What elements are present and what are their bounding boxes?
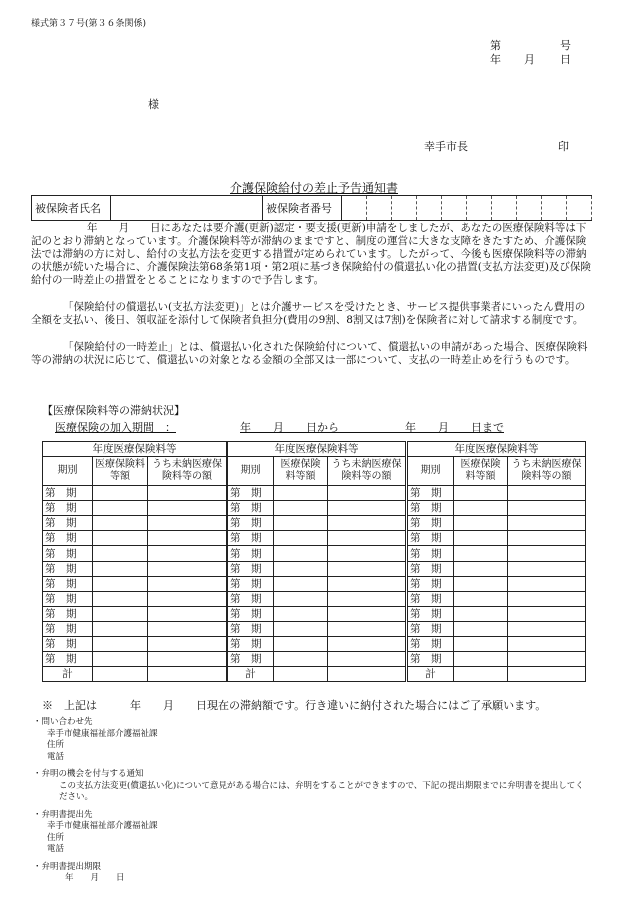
- period-cell: 第 期: [43, 486, 93, 501]
- amount-cell: [454, 576, 508, 591]
- amount-cell: [93, 546, 148, 561]
- amount-cell: [274, 486, 328, 501]
- table-row: [408, 531, 586, 546]
- period-cell: 第 期: [43, 531, 93, 546]
- insured-number-digit: [517, 196, 542, 221]
- body-paragraph-1: 年 月 日にあなたは要介護(更新)認定・要支援(更新)申請をしましたが、あなたの医療保険料等は下記のとおり滞納となっています。介護保険料等が滞納のままですと、制度の運営に大きな支障をきたすため、介護保険法では滞納の方に対し、給付の支払方法を変更する措置が定められています。したがって、今後も医療保険料等の滞納の状態が続いた場合に、介護保険法第68条第1項・第2項に基づき保険給付の償還払い化の措置(支払方法変更)及び保険給付の一時差止の措置をとることになりますので予告します。: [31, 222, 591, 286]
- unpaid-cell: [328, 531, 406, 546]
- period-cell: 第 期: [43, 546, 93, 561]
- period-cell: 第 期: [228, 546, 274, 561]
- unpaid-cell: [508, 486, 586, 501]
- period-cell: 第 期: [408, 652, 454, 667]
- unpaid-cell: [328, 621, 406, 636]
- unpaid-cell: [508, 531, 586, 546]
- unpaid-cell: [328, 576, 406, 591]
- insured-number-digit: [442, 196, 467, 221]
- period-column-header: 期別: [228, 457, 274, 486]
- amount-cell: [274, 576, 328, 591]
- unpaid-cell: [148, 531, 227, 546]
- total-amount-cell: [454, 667, 508, 682]
- unpaid-cell: [148, 606, 227, 621]
- table-row: [408, 591, 586, 606]
- insured-number-digit: [542, 196, 567, 221]
- arrears-table: [407, 441, 586, 682]
- inquiry-address-label: 住所: [47, 740, 65, 750]
- insured-name-label: 被保険者氏名: [32, 196, 111, 221]
- table-row: [43, 652, 227, 667]
- unpaid-cell: [148, 561, 227, 576]
- period-cell: 第 期: [228, 501, 274, 516]
- fiscal-year-header: 年度医療保険料等: [43, 442, 227, 457]
- period-cell: 第 期: [43, 576, 93, 591]
- unpaid-column-header: うち未納医療保険料等の額: [508, 457, 586, 486]
- table-row: [43, 486, 227, 501]
- amount-cell: [93, 652, 148, 667]
- table-row: [408, 576, 586, 591]
- insured-number-label: 被保険者番号: [263, 196, 342, 221]
- date-year: 年: [490, 53, 501, 66]
- submission-phone-label: 電話: [47, 844, 65, 854]
- amount-column-header: 医療保険料等額: [93, 457, 148, 486]
- period-cell: 第 期: [43, 516, 93, 531]
- amount-cell: [274, 606, 328, 621]
- table-row: [408, 652, 586, 667]
- table-row: [228, 561, 406, 576]
- unpaid-cell: [508, 591, 586, 606]
- page-title: 介護保険給付の差止予告通知書: [230, 181, 399, 195]
- unpaid-cell: [328, 561, 406, 576]
- unpaid-cell: [508, 516, 586, 531]
- amount-column-header: 医療保険料等額: [454, 457, 508, 486]
- table-row: [228, 531, 406, 546]
- table-row: [408, 561, 586, 576]
- insured-id-table: [31, 195, 592, 221]
- arrears-table: [42, 441, 227, 682]
- amount-cell: [454, 546, 508, 561]
- unpaid-column-header: うち未納医療保険料等の額: [148, 457, 227, 486]
- unpaid-cell: [148, 576, 227, 591]
- period-cell: 第 期: [408, 621, 454, 636]
- unpaid-cell: [148, 652, 227, 667]
- table-row: [43, 576, 227, 591]
- period-cell: 第 期: [43, 561, 93, 576]
- unpaid-cell: [328, 486, 406, 501]
- period-cell: 第 期: [43, 652, 93, 667]
- amount-cell: [93, 591, 148, 606]
- contact-notes: [33, 717, 589, 885]
- unpaid-cell: [148, 637, 227, 652]
- amount-column-header: 医療保険料等額: [274, 457, 328, 486]
- amount-cell: [454, 486, 508, 501]
- body-paragraph-3: 「保険給付の一時差止」とは、償還払い化された保険給付について、償還払いの申請があった場合、医療保険料等の滞納の状況に応じて、償還払いの対象となる金額の全部又は一部について、支払の一時差止めを行うものです。: [31, 341, 588, 366]
- table-row: [228, 516, 406, 531]
- inquiry-title: ・問い合わせ先: [33, 717, 93, 727]
- arrears-table: [227, 441, 406, 682]
- unpaid-cell: [148, 591, 227, 606]
- unpaid-cell: [328, 637, 406, 652]
- unpaid-column-header: うち未納医療保険料等の額: [328, 457, 406, 486]
- total-row: [228, 667, 406, 682]
- period-cell: 第 期: [408, 486, 454, 501]
- unpaid-cell: [148, 486, 227, 501]
- coverage-period-label: 医療保険の加入期間 ：: [55, 421, 176, 434]
- notice-text: この支払方法変更(償還払い化)について意見がある場合には、弁明をすることができますので、下記の提出期限までに弁明書を提出してください。: [59, 780, 584, 802]
- amount-cell: [274, 501, 328, 516]
- period-cell: 第 期: [408, 606, 454, 621]
- total-unpaid-cell: [508, 667, 586, 682]
- table-row: [43, 621, 227, 636]
- table-row: [408, 621, 586, 636]
- notice-title: ・弁明の機会を付与する通知: [33, 769, 144, 779]
- amount-cell: [274, 652, 328, 667]
- unpaid-cell: [328, 606, 406, 621]
- period-cell: 第 期: [43, 501, 93, 516]
- total-unpaid-cell: [148, 667, 227, 682]
- seal-mark: 印: [558, 140, 569, 153]
- period-cell: 第 期: [228, 531, 274, 546]
- period-cell: 第 期: [408, 516, 454, 531]
- period-cell: 第 期: [408, 546, 454, 561]
- unpaid-cell: [328, 591, 406, 606]
- unpaid-cell: [148, 546, 227, 561]
- table-row: [228, 501, 406, 516]
- table-row: [43, 591, 227, 606]
- amount-cell: [274, 621, 328, 636]
- amount-cell: [454, 637, 508, 652]
- table-row: [43, 637, 227, 652]
- arrears-section-title: 【医療保険料等の滞納状況】: [42, 404, 185, 417]
- unpaid-cell: [508, 606, 586, 621]
- period-cell: 第 期: [228, 606, 274, 621]
- insured-number-digit: [567, 196, 592, 221]
- amount-cell: [93, 576, 148, 591]
- unpaid-cell: [508, 576, 586, 591]
- period-cell: 第 期: [228, 637, 274, 652]
- period-cell: 第 期: [408, 576, 454, 591]
- unpaid-cell: [148, 516, 227, 531]
- amount-cell: [93, 621, 148, 636]
- unpaid-cell: [508, 621, 586, 636]
- period-cell: 第 期: [43, 637, 93, 652]
- deadline-date: 年 月 日: [65, 873, 125, 883]
- period-cell: 第 期: [228, 652, 274, 667]
- total-amount-cell: [93, 667, 148, 682]
- unpaid-cell: [148, 501, 227, 516]
- amount-cell: [274, 531, 328, 546]
- table-row: [43, 531, 227, 546]
- amount-cell: [93, 606, 148, 621]
- amount-cell: [274, 561, 328, 576]
- total-cell: 計: [228, 667, 274, 682]
- doc-number-go: 号: [560, 39, 571, 52]
- table-row: [43, 606, 227, 621]
- period-cell: 第 期: [408, 561, 454, 576]
- total-cell: 計: [408, 667, 454, 682]
- amount-cell: [93, 531, 148, 546]
- table-row: [228, 652, 406, 667]
- fiscal-year-header: 年度医療保険料等: [228, 442, 406, 457]
- doc-number-dai: 第: [490, 39, 501, 52]
- table-row: [408, 516, 586, 531]
- addressee-suffix: 様: [148, 98, 159, 111]
- amount-cell: [454, 516, 508, 531]
- amount-cell: [274, 516, 328, 531]
- total-row: [408, 667, 586, 682]
- insured-number-digit: [392, 196, 417, 221]
- insured-number-digit: [492, 196, 517, 221]
- table-row: [408, 486, 586, 501]
- period-cell: 第 期: [228, 486, 274, 501]
- table-row: [228, 621, 406, 636]
- amount-cell: [93, 561, 148, 576]
- inquiry-phone-label: 電話: [47, 751, 65, 762]
- amount-cell: [454, 591, 508, 606]
- fiscal-year-header: 年度医療保険料等: [408, 442, 586, 457]
- table-row: [408, 546, 586, 561]
- total-unpaid-cell: [328, 667, 406, 682]
- amount-cell: [454, 561, 508, 576]
- period-column-header: 期別: [43, 457, 93, 486]
- period-cell: 第 期: [228, 516, 274, 531]
- total-row: [43, 667, 227, 682]
- period-cell: 第 期: [228, 621, 274, 636]
- table-row: [43, 561, 227, 576]
- insured-number-digit: [342, 196, 367, 221]
- table-row: [228, 486, 406, 501]
- unpaid-cell: [328, 516, 406, 531]
- amount-cell: [93, 501, 148, 516]
- period-cell: 第 期: [408, 501, 454, 516]
- period-column-header: 期別: [408, 457, 454, 486]
- coverage-period-value: 年 月 日から 年 月 日まで: [240, 421, 504, 434]
- table-row: [228, 637, 406, 652]
- table-row: [228, 546, 406, 561]
- period-cell: 第 期: [43, 591, 93, 606]
- insured-number-digit: [367, 196, 392, 221]
- table-row: [43, 516, 227, 531]
- amount-cell: [454, 501, 508, 516]
- inquiry-department: 幸手市健康福祉部介護福祉課: [47, 728, 158, 739]
- period-cell: 第 期: [408, 591, 454, 606]
- amount-cell: [454, 531, 508, 546]
- issuer-name: 幸手市長: [424, 140, 468, 153]
- insured-name-field: [111, 196, 263, 221]
- table-row: [228, 591, 406, 606]
- insured-number-digit: [467, 196, 492, 221]
- insured-number-digit: [417, 196, 442, 221]
- amount-cell: [274, 546, 328, 561]
- table-row: [43, 546, 227, 561]
- table-row: [43, 501, 227, 516]
- amount-cell: [274, 591, 328, 606]
- deadline-title: ・弁明書提出期限: [33, 861, 102, 872]
- period-cell: 第 期: [43, 606, 93, 621]
- unpaid-cell: [148, 621, 227, 636]
- period-cell: 第 期: [408, 637, 454, 652]
- period-cell: 第 期: [408, 531, 454, 546]
- date-month: 月: [524, 53, 535, 66]
- period-cell: 第 期: [43, 621, 93, 636]
- unpaid-cell: [328, 501, 406, 516]
- table-row: [408, 637, 586, 652]
- amount-cell: [274, 637, 328, 652]
- body-paragraph-2: 「保険給付の償還払い(支払方法変更)」とは介護サービスを受けたとき、サービス提供事業者にいったん費用の全額を支払い、後日、領収証を添付して保険者負担分(費用の9割、8割又は7割)を保険者に対して請求する制度です。: [31, 301, 586, 326]
- unpaid-cell: [508, 561, 586, 576]
- table-row: [228, 576, 406, 591]
- unpaid-cell: [508, 652, 586, 667]
- unpaid-cell: [508, 637, 586, 652]
- unpaid-cell: [508, 546, 586, 561]
- amount-cell: [93, 486, 148, 501]
- submission-address-label: 住所: [47, 832, 65, 843]
- table-row: [228, 606, 406, 621]
- unpaid-cell: [508, 501, 586, 516]
- submission-title: ・弁明書提出先: [33, 809, 93, 820]
- unpaid-cell: [328, 546, 406, 561]
- amount-cell: [93, 516, 148, 531]
- table-row: [408, 606, 586, 621]
- unpaid-cell: [328, 652, 406, 667]
- form-number: 様式第３７号(第３６条関係): [31, 19, 147, 29]
- table-row: [408, 501, 586, 516]
- total-cell: 計: [43, 667, 93, 682]
- amount-cell: [93, 637, 148, 652]
- arrears-footnote: ※ 上記は 年 月 日現在の滞納額です。行き違いに納付された場合にはご了承願います。: [42, 699, 547, 712]
- total-amount-cell: [274, 667, 328, 682]
- amount-cell: [454, 621, 508, 636]
- date-day: 日: [560, 53, 571, 66]
- period-cell: 第 期: [228, 561, 274, 576]
- period-cell: 第 期: [228, 576, 274, 591]
- amount-cell: [454, 606, 508, 621]
- period-cell: 第 期: [228, 591, 274, 606]
- submission-department: 幸手市健康福祉部介護福祉課: [47, 821, 158, 831]
- amount-cell: [454, 652, 508, 667]
